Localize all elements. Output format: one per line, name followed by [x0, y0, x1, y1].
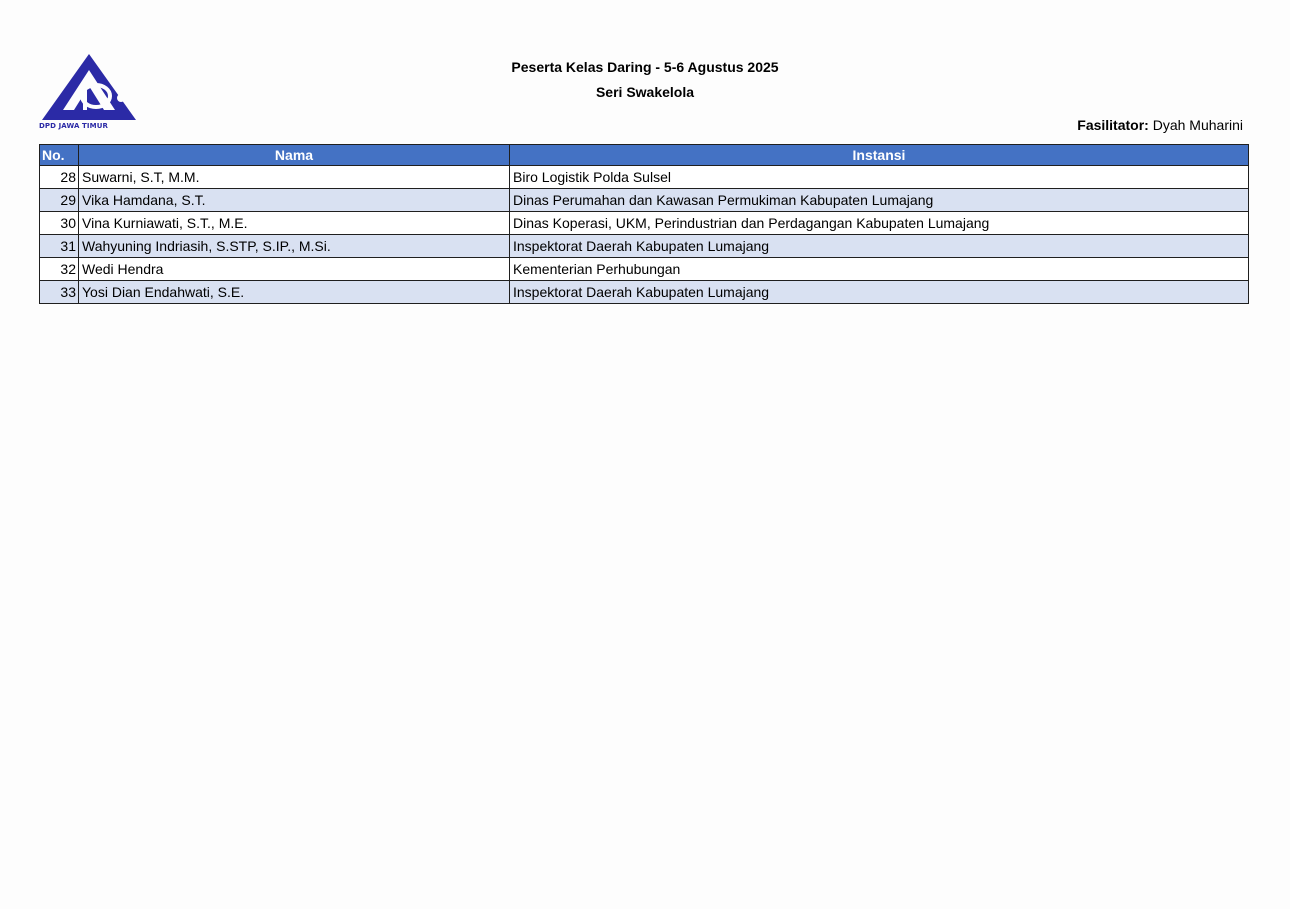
cell-instansi: Inspektorat Daerah Kabupaten Lumajang [510, 281, 1249, 304]
logo-caption: DPD JAWA TIMUR [39, 122, 108, 130]
cell-no: 33 [40, 281, 79, 304]
table-row [40, 166, 1249, 189]
cell-instansi: Biro Logistik Polda Sulsel [510, 166, 1249, 189]
table-header-row [40, 145, 1249, 166]
cell-nama: Wedi Hendra [79, 258, 510, 281]
cell-instansi: Inspektorat Daerah Kabupaten Lumajang [510, 235, 1249, 258]
cell-nama: Suwarni, S.T, M.M. [79, 166, 510, 189]
page-subtitle: Seri Swakelola [595, 84, 695, 100]
cell-no: 30 [40, 212, 79, 235]
cell-no: 31 [40, 235, 79, 258]
table-row [40, 235, 1249, 258]
column-header-nama: Nama [79, 145, 510, 166]
facilitator-label: Fasilitator: [1077, 117, 1149, 133]
cell-no: 29 [40, 189, 79, 212]
column-header-no: No. [40, 145, 79, 166]
cell-instansi: Kementerian Perhubungan [510, 258, 1249, 281]
cell-nama: Yosi Dian Endahwati, S.E. [79, 281, 510, 304]
cell-nama: Vika Hamdana, S.T. [79, 189, 510, 212]
table-row [40, 281, 1249, 304]
table-row [40, 212, 1249, 235]
cell-nama: Wahyuning Indriasih, S.STP, S.IP., M.Si. [79, 235, 510, 258]
page-title: Peserta Kelas Daring - 5-6 Agustus 2025 [511, 59, 779, 75]
table-row [40, 258, 1249, 281]
facilitator-line [1077, 117, 1243, 133]
cell-nama: Vina Kurniawati, S.T., M.E. [79, 212, 510, 235]
facilitator-name: Dyah Muharini [1152, 117, 1243, 133]
table-row [40, 189, 1249, 212]
cell-no: 28 [40, 166, 79, 189]
cell-instansi: Dinas Koperasi, UKM, Perindustrian dan Perdagangan Kabupaten Lumajang [510, 212, 1249, 235]
cell-instansi: Dinas Perumahan dan Kawasan Permukiman Kabupaten Lumajang [510, 189, 1249, 212]
cell-no: 32 [40, 258, 79, 281]
participant-table [39, 144, 1249, 304]
column-header-instansi: Instansi [510, 145, 1249, 166]
